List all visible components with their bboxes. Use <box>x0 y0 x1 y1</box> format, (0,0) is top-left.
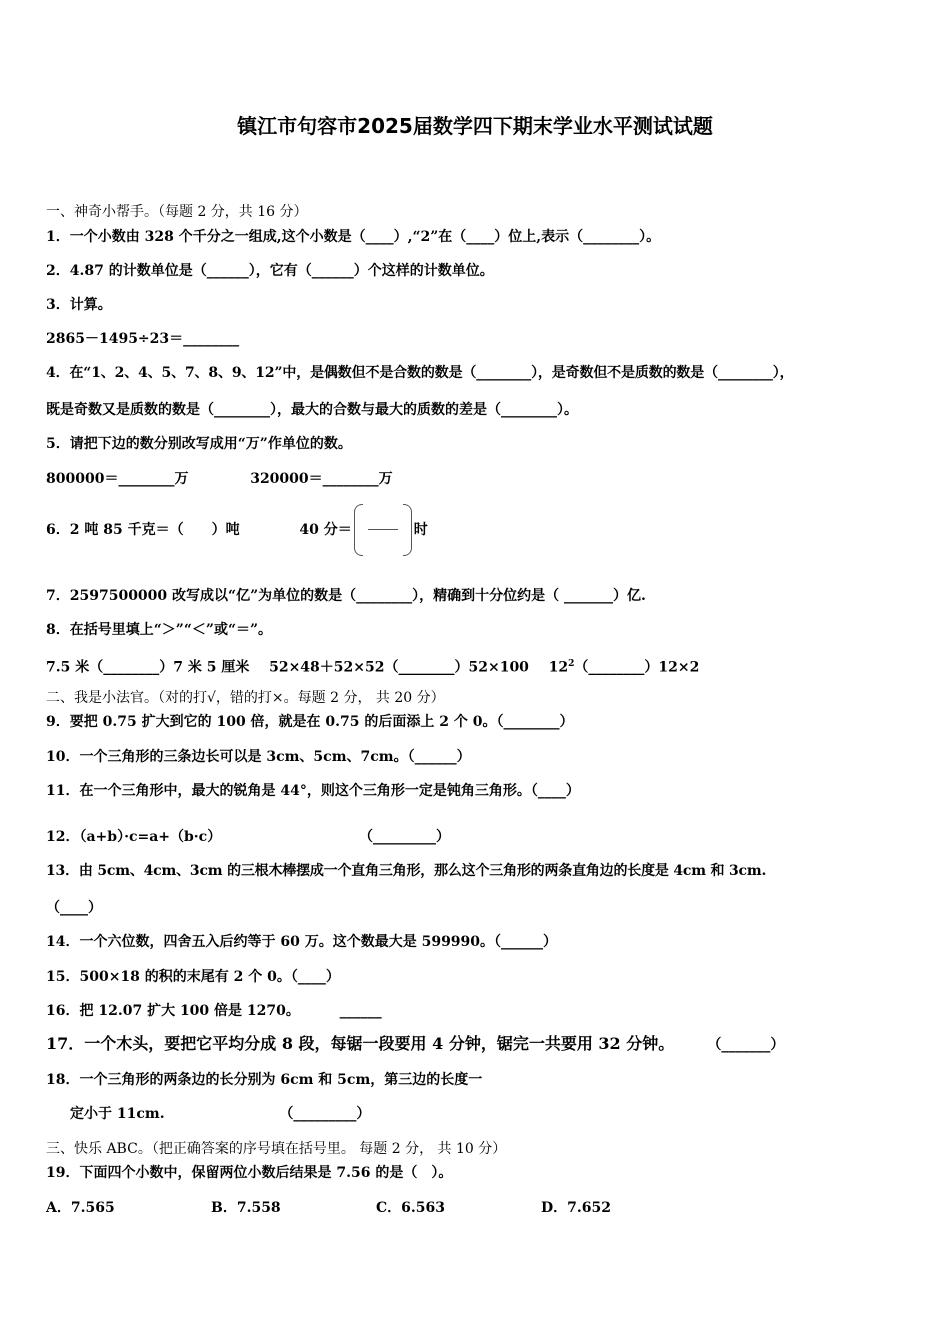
question-8-a: 7.5 米（________）7 米 5 厘米 <box>46 659 250 676</box>
question-5: 5．请把下边的数分别改写成用“万”作单位的数。 <box>46 436 352 452</box>
question-12-b: （_________） <box>358 829 450 845</box>
question-8-row <box>46 655 699 677</box>
question-16-a: 16．把 12.07 扩大 100 倍是 1270。 <box>46 1003 300 1019</box>
question-6-b: 40 分＝ <box>299 522 352 538</box>
option-a: A．7.565 <box>46 1200 115 1216</box>
question-5-a: 800000＝________万 <box>46 471 189 487</box>
question-3: 3．计算。 <box>46 297 112 313</box>
question-1: 1．一个小数由 328 个千分之一组成,这个小数是（____）,“2”在（____）位上,表示（________）。 <box>46 229 661 245</box>
option-c: C．6.563 <box>376 1200 445 1216</box>
question-18-line-1: 18．一个三角形的两条边的长分别为 6cm 和 5cm，第三边的长度一 <box>46 1072 483 1088</box>
page-title: 镇江市句容市2025届数学四下期末学业水平测试试题 <box>237 114 713 138</box>
section-1-heading: 一、神奇小帮手。（每题 2 分，共 16 分） <box>46 204 308 220</box>
question-8: 8．在括号里填上“＞”“＜”或“＝”。 <box>46 622 273 638</box>
question-12-row <box>46 828 450 846</box>
question-17-a: 17．一个木头，要把它平均分成 8 段，每锯一段要用 4 分钟，锯完一共要用 32 分钟。 <box>46 1034 675 1053</box>
question-11: 11．在一个三角形中，最大的锐角是 44°，则这个三角形一定是钝角三角形。（____） <box>46 783 580 799</box>
question-3-expression: 2865－1495÷23＝________ <box>46 331 240 347</box>
question-2: 2．4.87 的计数单位是（______），它有（______）个这样的计数单位。 <box>46 263 494 279</box>
question-6-c: 时 <box>413 522 428 538</box>
question-4-line-1: 4．在“1、2、4、5、7、8、9、12”中，是偶数但不是合数的数是（________），是奇数但不是质数的数是（________）， <box>46 365 794 381</box>
question-19-options <box>46 1199 611 1217</box>
question-6-a: 6．2 吨 85 千克＝（ ）吨 <box>46 522 240 538</box>
question-12-a: 12．（a+b）·c=a+（b·c） <box>46 829 222 845</box>
option-d: D．7.652 <box>541 1200 611 1216</box>
question-15: 15．500×18 的积的末尾有 2 个 0。（____） <box>46 969 340 985</box>
question-18-c: （_________） <box>279 1106 371 1122</box>
question-10: 10．一个三角形的三条边长可以是 3cm、5cm、7cm。（______） <box>46 749 471 765</box>
section-2-heading: 二、我是小法官。（对的打√，错的打×。每题 2 分， 共 20 分） <box>46 690 445 706</box>
question-4-line-2: 既是奇数又是质数的数是（________），最大的合数与最大的质数的差是（________）。 <box>46 402 578 418</box>
section-3-heading: 三、快乐 ABC。（把正确答案的序号填在括号里。 每题 2 分， 共 10 分） <box>46 1141 507 1157</box>
question-8-c-exponent: 2 <box>568 659 575 669</box>
question-7: 7．2597500000 改写成以“亿”为单位的数是（________），精确到十分位约是（ _______）亿. <box>46 588 646 604</box>
option-b: B．7.558 <box>211 1200 281 1216</box>
question-16-row <box>46 1002 382 1020</box>
question-5-b: 320000＝________万 <box>250 471 393 487</box>
question-17-b: （_______） <box>707 1037 785 1053</box>
question-8-c-rest: （________）12×2 <box>574 659 700 676</box>
question-6-row <box>46 502 428 558</box>
question-18-line-2 <box>70 1105 370 1123</box>
question-16-b: ______ <box>339 1003 382 1019</box>
question-17-row <box>46 1035 784 1054</box>
question-8-b: 52×48＋52×52（________）52×100 <box>269 659 529 676</box>
question-13-line-2: （____） <box>46 900 102 916</box>
question-19: 19．下面四个小数中，保留两位小数后结果是 7.56 的是（ ）。 <box>46 1165 453 1181</box>
question-18-b: 定小于 11cm. <box>70 1106 165 1122</box>
question-14: 14．一个六位数，四舍五入后约等于 60 万。这个数最大是 599990。（______） <box>46 934 558 950</box>
fraction-blank-bracket <box>354 504 412 556</box>
question-5-row <box>46 470 393 488</box>
question-13-line-1: 13．由 5cm、4cm、3cm 的三根木棒摆成一个直角三角形，那么这个三角形的两条直角边的长度是 4cm 和 3cm. <box>46 863 767 879</box>
question-9: 9．要把 0.75 扩大到它的 100 倍，就是在 0.75 的后面添上 2 个 0。（________） <box>46 714 574 730</box>
question-8-c-base: 12 <box>548 659 569 676</box>
